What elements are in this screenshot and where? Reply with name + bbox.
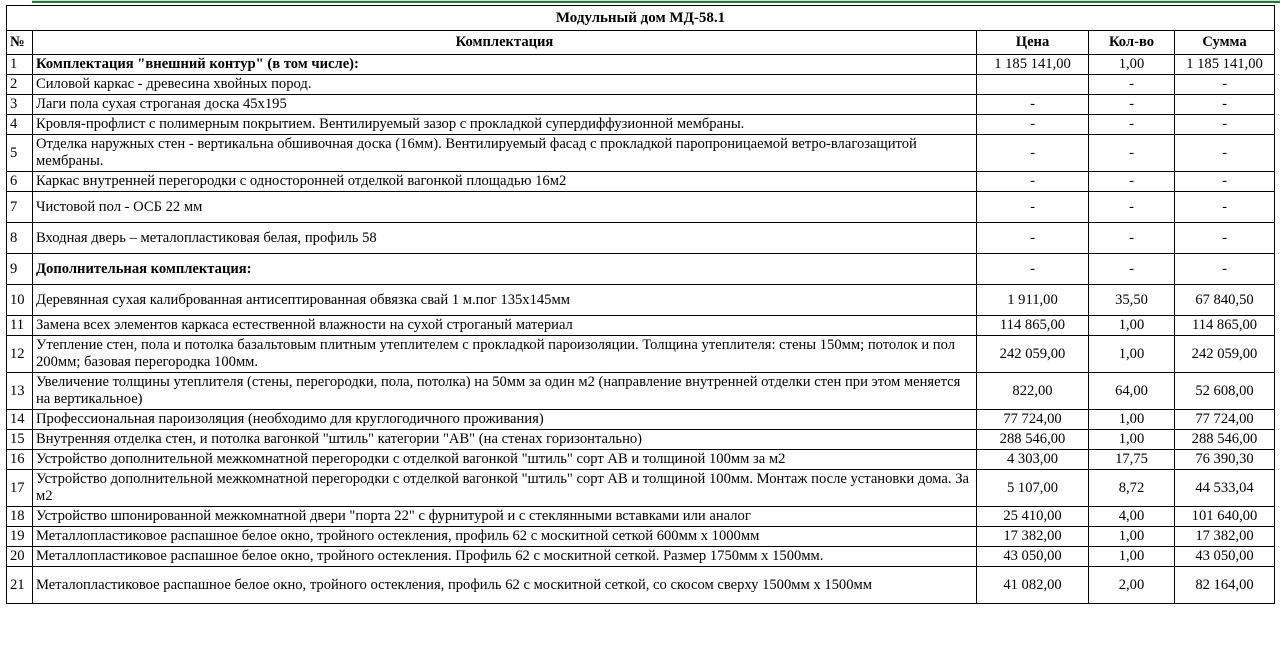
- cell-price[interactable]: -: [977, 172, 1089, 192]
- cell-price[interactable]: -: [977, 254, 1089, 285]
- cell-num[interactable]: 17: [7, 470, 33, 507]
- cell-qty[interactable]: 64,00: [1089, 373, 1175, 410]
- cell-num[interactable]: 12: [7, 336, 33, 373]
- cell-price[interactable]: 41 082,00: [977, 567, 1089, 604]
- cell-qty[interactable]: 1,00: [1089, 336, 1175, 373]
- cell-sum[interactable]: 242 059,00: [1175, 336, 1275, 373]
- cell-sum[interactable]: 76 390,30: [1175, 450, 1275, 470]
- cell-price[interactable]: 25 410,00: [977, 507, 1089, 527]
- cell-sum[interactable]: 101 640,00: [1175, 507, 1275, 527]
- cell-sum[interactable]: 1 185 141,00: [1175, 55, 1275, 75]
- cell-name[interactable]: Металлопластиковое распашное белое окно, тройного остекления, профиль 62 с москитной сеткой 600мм х 1000мм: [33, 527, 977, 547]
- cell-price[interactable]: 5 107,00: [977, 470, 1089, 507]
- cell-name[interactable]: Силовой каркас - древесина хвойных пород.: [33, 75, 977, 95]
- cell-name[interactable]: Внутренняя отделка стен, и потолка вагонкой "штиль" категории "АВ" (на стенах горизонтально): [33, 430, 977, 450]
- table-row: [7, 95, 1275, 115]
- cell-num[interactable]: 5: [7, 135, 33, 172]
- cell-sum[interactable]: 52 608,00: [1175, 373, 1275, 410]
- header-qty[interactable]: Кол-во: [1089, 31, 1175, 55]
- cell-price[interactable]: 43 050,00: [977, 547, 1089, 567]
- cell-name[interactable]: Утепление стен, пола и потолка базальтовым плитным утеплителем с прокладкой пароизоляции. Толщина утеплителя: стены 150мм; потолок и пол 200мм; базовая перегородка 100мм.: [33, 336, 977, 373]
- cell-num[interactable]: 6: [7, 172, 33, 192]
- cell-name[interactable]: Замена всех элементов каркаса естественной влажности на сухой строганый материал: [33, 316, 977, 336]
- cell-price[interactable]: 77 724,00: [977, 410, 1089, 430]
- cell-qty[interactable]: -: [1089, 95, 1175, 115]
- cell-qty[interactable]: -: [1089, 223, 1175, 254]
- table-row: [7, 567, 1275, 604]
- cell-qty[interactable]: 8,72: [1089, 470, 1175, 507]
- cell-num[interactable]: 14: [7, 410, 33, 430]
- cell-name[interactable]: Кровля-профлист с полимерным покрытием. Вентилируемый зазор с прокладкой супердиффузионной мембраны.: [33, 115, 977, 135]
- cell-num[interactable]: 10: [7, 285, 33, 316]
- cell-sum[interactable]: 67 840,50: [1175, 285, 1275, 316]
- cell-name[interactable]: Устройство шпонированной межкомнатной двери "порта 22" с фурнитурой и с стеклянными вставками или аналог: [33, 507, 977, 527]
- cell-name[interactable]: Входная дверь – металопластиковая белая, профиль 58: [33, 223, 977, 254]
- header-name[interactable]: Комплектация: [33, 31, 977, 55]
- table-row: [7, 285, 1275, 316]
- cell-sum[interactable]: 43 050,00: [1175, 547, 1275, 567]
- table-row: [7, 135, 1275, 172]
- cell-num[interactable]: 15: [7, 430, 33, 450]
- cell-sum[interactable]: 288 546,00: [1175, 430, 1275, 450]
- cell-num[interactable]: 8: [7, 223, 33, 254]
- cell-num[interactable]: 11: [7, 316, 33, 336]
- header-price[interactable]: Цена: [977, 31, 1089, 55]
- cell-name[interactable]: Устройство дополнительной межкомнатной перегородки с отделкой вагонкой "штиль" сорт АВ и толщиной 100мм за м2: [33, 450, 977, 470]
- cell-sum[interactable]: -: [1175, 95, 1275, 115]
- cell-qty[interactable]: -: [1089, 115, 1175, 135]
- table-row: [7, 75, 1275, 95]
- cell-sum[interactable]: 114 865,00: [1175, 316, 1275, 336]
- cell-sum[interactable]: 82 164,00: [1175, 567, 1275, 604]
- header-row: [7, 31, 1275, 55]
- cell-num[interactable]: 21: [7, 567, 33, 604]
- table-row: [7, 410, 1275, 430]
- cell-price[interactable]: 242 059,00: [977, 336, 1089, 373]
- cell-price[interactable]: -: [977, 192, 1089, 223]
- table-row: [7, 115, 1275, 135]
- table-row: [7, 254, 1275, 285]
- table-row: [7, 192, 1275, 223]
- cell-sum[interactable]: -: [1175, 135, 1275, 172]
- cell-price[interactable]: 822,00: [977, 373, 1089, 410]
- cell-name[interactable]: Устройство дополнительной межкомнатной перегородки с отделкой вагонкой "штиль" сорт АВ и толщиной 100мм. Монтаж после установки дома. За м2: [33, 470, 977, 507]
- cell-price[interactable]: -: [977, 135, 1089, 172]
- table-row: [7, 527, 1275, 547]
- cell-num[interactable]: 20: [7, 547, 33, 567]
- cell-sum[interactable]: 77 724,00: [1175, 410, 1275, 430]
- table-row: [7, 223, 1275, 254]
- cell-name[interactable]: Каркас внутренней перегородки с односторонней отделкой вагонкой площадью 16м2: [33, 172, 977, 192]
- cell-qty[interactable]: -: [1089, 135, 1175, 172]
- cell-sum[interactable]: -: [1175, 75, 1275, 95]
- header-sum[interactable]: Сумма: [1175, 31, 1275, 55]
- cell-price[interactable]: 114 865,00: [977, 316, 1089, 336]
- cell-price[interactable]: 1 911,00: [977, 285, 1089, 316]
- cell-num[interactable]: 4: [7, 115, 33, 135]
- cell-price[interactable]: -: [977, 223, 1089, 254]
- table-row: [7, 470, 1275, 507]
- cell-name[interactable]: Металопластиковое распашное белое окно, тройного остекления, профиль 62 с москитной сеткой, со скосом сверху 1500мм х 1500мм: [33, 567, 977, 604]
- cell-name[interactable]: Комплектация "внешний контур" (в том числе):: [33, 55, 977, 75]
- cell-price[interactable]: 17 382,00: [977, 527, 1089, 547]
- cell-sum[interactable]: -: [1175, 192, 1275, 223]
- cell-name[interactable]: Дополнительная комплектация:: [33, 254, 977, 285]
- header-num[interactable]: №: [7, 31, 33, 55]
- cell-name[interactable]: Отделка наружных стен - вертикальна обшивочная доска (16мм). Вентилируемый фасад с прокладкой паропроницаемой ветро-влагозащитой мембраны.: [33, 135, 977, 172]
- cell-price[interactable]: [977, 75, 1089, 95]
- cell-sum[interactable]: 44 533,04: [1175, 470, 1275, 507]
- cell-name[interactable]: Лаги пола сухая строганая доска 45х195: [33, 95, 977, 115]
- table-row: [7, 55, 1275, 75]
- cell-num[interactable]: 2: [7, 75, 33, 95]
- cell-num[interactable]: 1: [7, 55, 33, 75]
- table-row: [7, 316, 1275, 336]
- cell-qty[interactable]: 35,50: [1089, 285, 1175, 316]
- cell-name[interactable]: Увеличение толщины утеплителя (стены, перегородки, пола, потолка) на 50мм за один м2 (направление внутренней отделки стен при этом меняется на вертикальное): [33, 373, 977, 410]
- specification-table: [6, 5, 1275, 604]
- cell-num[interactable]: 13: [7, 373, 33, 410]
- title-row: [7, 6, 1275, 31]
- table-row: [7, 507, 1275, 527]
- table-row: [7, 430, 1275, 450]
- table-row: [7, 450, 1275, 470]
- cell-name[interactable]: Металлопластиковое распашное белое окно, тройного остекления. Профиль 62 с москитной сеткой. Размер 1750мм х 1500мм.: [33, 547, 977, 567]
- cell-name[interactable]: Деревянная сухая калиброванная антисептированная обвязка свай 1 м.пог 135х145мм: [33, 285, 977, 316]
- cell-sum[interactable]: -: [1175, 223, 1275, 254]
- cell-price[interactable]: 4 303,00: [977, 450, 1089, 470]
- cell-num[interactable]: 18: [7, 507, 33, 527]
- cell-num[interactable]: 7: [7, 192, 33, 223]
- cell-qty[interactable]: 1,00: [1089, 316, 1175, 336]
- cell-num[interactable]: 3: [7, 95, 33, 115]
- table-row: [7, 172, 1275, 192]
- cell-qty[interactable]: 1,00: [1089, 410, 1175, 430]
- cell-qty[interactable]: 1,00: [1089, 527, 1175, 547]
- cell-num[interactable]: 16: [7, 450, 33, 470]
- cell-qty[interactable]: -: [1089, 75, 1175, 95]
- cell-qty[interactable]: 1,00: [1089, 547, 1175, 567]
- cell-qty[interactable]: 1,00: [1089, 55, 1175, 75]
- cell-qty[interactable]: -: [1089, 172, 1175, 192]
- cell-price[interactable]: 288 546,00: [977, 430, 1089, 450]
- cell-price[interactable]: -: [977, 115, 1089, 135]
- cell-sum[interactable]: -: [1175, 254, 1275, 285]
- cell-qty[interactable]: -: [1089, 254, 1175, 285]
- cell-num[interactable]: 9: [7, 254, 33, 285]
- cell-num[interactable]: 19: [7, 527, 33, 547]
- selection-accent-line: [32, 0, 1280, 3]
- cell-name[interactable]: Профессиональная пароизоляция (необходимо для круглогодичного проживания): [33, 410, 977, 430]
- cell-qty[interactable]: 17,75: [1089, 450, 1175, 470]
- table-row: [7, 336, 1275, 373]
- table-row: [7, 547, 1275, 567]
- cell-qty[interactable]: 2,00: [1089, 567, 1175, 604]
- table-title[interactable]: Модульный дом МД-58.1: [7, 6, 1275, 31]
- cell-name[interactable]: Чистовой пол - ОСБ 22 мм: [33, 192, 977, 223]
- cell-price[interactable]: -: [977, 95, 1089, 115]
- cell-sum[interactable]: -: [1175, 115, 1275, 135]
- cell-qty[interactable]: -: [1089, 192, 1175, 223]
- cell-sum[interactable]: -: [1175, 172, 1275, 192]
- cell-price[interactable]: 1 185 141,00: [977, 55, 1089, 75]
- cell-qty[interactable]: 1,00: [1089, 430, 1175, 450]
- cell-sum[interactable]: 17 382,00: [1175, 527, 1275, 547]
- table-row: [7, 373, 1275, 410]
- cell-qty[interactable]: 4,00: [1089, 507, 1175, 527]
